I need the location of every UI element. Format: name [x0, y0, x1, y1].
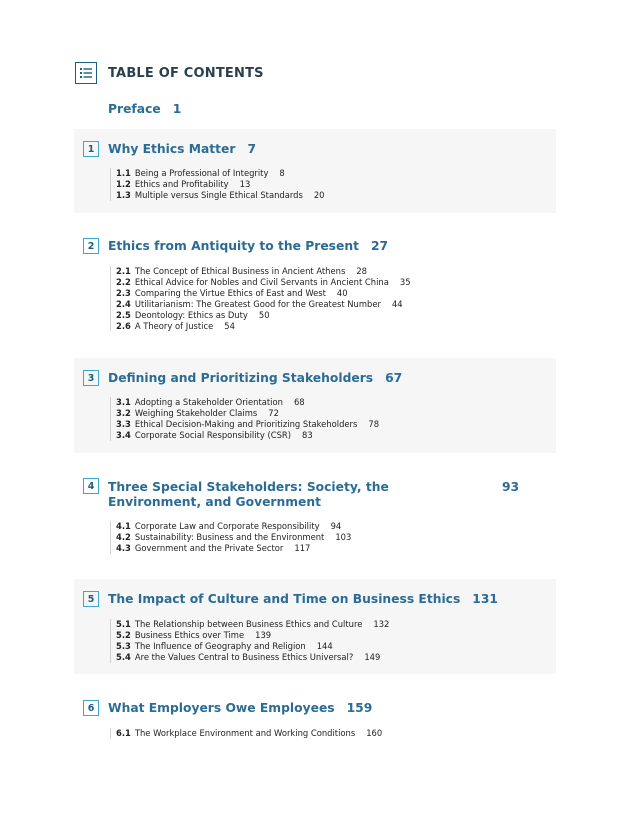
section-page: 50: [258, 309, 270, 320]
section-page: 149: [364, 651, 381, 662]
section-title: Utilitarianism: The Greatest Good for the Greatest Number: [134, 298, 381, 309]
section-page: 144: [316, 640, 333, 651]
chapter-page: 159: [346, 701, 373, 715]
section-number: 2.1: [116, 266, 131, 276]
section-title: Business Ethics over Time: [134, 629, 245, 640]
section-item[interactable]: [116, 408, 379, 419]
section-number: 2.3: [116, 287, 131, 298]
section-item[interactable]: [116, 532, 351, 543]
chapter-title-link[interactable]: [108, 239, 388, 254]
section-number: 2.5: [116, 309, 131, 320]
page-title: TABLE OF CONTENTS: [108, 65, 264, 81]
section-title: A Theory of Justice: [134, 320, 214, 331]
section-item[interactable]: [116, 288, 411, 299]
section-number: 2.4: [116, 298, 131, 309]
section-page: 35: [399, 276, 411, 287]
section-number: 4.3: [116, 542, 131, 553]
section-number: 2.2: [116, 276, 131, 287]
chapter-3: [74, 358, 556, 453]
section-item[interactable]: [116, 419, 379, 430]
section-item[interactable]: [116, 728, 382, 739]
chapter-number-badge: 4: [83, 478, 99, 494]
section-number: 3.4: [116, 429, 131, 440]
section-title: Being a Professional of Integrity: [134, 168, 269, 178]
section-item[interactable]: [116, 277, 411, 288]
section-title: The Concept of Ethical Business in Ancient Athens: [134, 266, 346, 276]
preface-label: Preface: [108, 102, 161, 116]
chapter-title: Three Special Stakeholders: Society, the Environment, and Government: [108, 480, 389, 509]
section-item[interactable]: [116, 321, 411, 332]
section-title: Sustainability: Business and the Environment: [134, 531, 325, 542]
chapter-page: 131: [472, 592, 498, 606]
preface-page: 1: [172, 102, 182, 116]
section-number: 5.3: [116, 640, 131, 651]
section-item[interactable]: [116, 652, 389, 663]
section-page: 117: [294, 542, 311, 553]
section-number: 1.3: [116, 189, 131, 200]
section-list: [110, 521, 351, 554]
chapter-4: [74, 466, 556, 572]
section-number: 3.3: [116, 418, 131, 429]
section-number: 3.2: [116, 407, 131, 418]
section-title: Corporate Social Responsibility (CSR): [134, 429, 291, 440]
chapter-title: Why Ethics Matter: [108, 142, 236, 156]
section-page: 54: [224, 320, 235, 331]
list-icon: [75, 62, 97, 84]
chapter-number-badge: 5: [83, 591, 99, 607]
section-title: The Workplace Environment and Working Conditions: [134, 728, 356, 738]
section-title: The Influence of Geography and Religion: [134, 640, 306, 651]
section-title: The Relationship between Business Ethics and Culture: [134, 619, 363, 629]
chapter-number-badge: 2: [83, 238, 99, 254]
chapter-2: [74, 226, 556, 346]
section-title: Weighing Stakeholder Claims: [134, 407, 258, 418]
section-page: 72: [268, 407, 279, 418]
chapter-page: 7: [247, 142, 257, 156]
chapter-5: [74, 579, 556, 674]
section-page: 8: [279, 168, 285, 178]
section-page: 68: [293, 397, 305, 407]
chapter-page: 27: [370, 239, 389, 253]
section-number: 2.6: [116, 320, 131, 331]
section-item[interactable]: [116, 179, 325, 190]
section-title: Ethical Decision-Making and Prioritizing Stakeholders: [134, 418, 358, 429]
section-page: 160: [366, 728, 383, 738]
section-title: Deontology: Ethics as Duty: [134, 309, 248, 320]
section-list: [110, 168, 325, 201]
section-page: 103: [335, 531, 352, 542]
chapter-number-badge: 3: [83, 370, 99, 386]
section-page: 78: [368, 418, 380, 429]
chapter-title-link[interactable]: [108, 480, 464, 510]
section-number: 3.1: [116, 397, 131, 407]
chapter-number-badge: 6: [83, 700, 99, 716]
chapter-title-link[interactable]: [108, 592, 498, 607]
section-page: 40: [336, 287, 348, 298]
section-number: 5.2: [116, 629, 131, 640]
preface-link[interactable]: [108, 102, 181, 116]
section-item[interactable]: [116, 619, 389, 630]
section-item[interactable]: [116, 630, 389, 641]
section-item[interactable]: [116, 190, 325, 201]
chapter-title-link[interactable]: [108, 701, 372, 716]
chapter-title-link[interactable]: [108, 371, 402, 386]
section-item[interactable]: [116, 168, 325, 179]
section-number: 5.1: [116, 619, 131, 629]
chapter-title: The Impact of Culture and Time on Business Ethics: [108, 592, 461, 606]
chapter-title: Ethics from Antiquity to the Present: [108, 239, 359, 253]
section-title: Ethics and Profitability: [134, 178, 229, 189]
toc-header: [75, 62, 264, 84]
section-list: [110, 619, 389, 663]
section-title: Multiple versus Single Ethical Standards: [134, 189, 303, 200]
section-number: 6.1: [116, 728, 131, 738]
section-item[interactable]: [116, 521, 351, 532]
section-list: [110, 728, 382, 739]
section-number: 1.1: [116, 168, 131, 178]
section-title: Are the Values Central to Business Ethics Universal?: [134, 651, 354, 662]
section-title: Government and the Private Sector: [134, 542, 284, 553]
section-page: 94: [330, 521, 342, 531]
section-list: [110, 397, 379, 441]
section-list: [110, 266, 411, 331]
section-page: 28: [356, 266, 367, 276]
chapter-page: 93: [502, 480, 520, 494]
section-item[interactable]: [116, 310, 411, 321]
section-item[interactable]: [116, 266, 411, 277]
chapter-page: 67: [385, 371, 403, 385]
chapter-title: What Employers Owe Employees: [108, 701, 335, 715]
section-title: Adopting a Stakeholder Orientation: [134, 397, 283, 407]
section-item[interactable]: [116, 299, 411, 310]
section-page: 13: [239, 178, 251, 189]
section-item[interactable]: [116, 641, 389, 652]
section-page: 83: [301, 429, 313, 440]
section-title: Ethical Advice for Nobles and Civil Servants in Ancient China: [134, 276, 389, 287]
section-number: 4.1: [116, 521, 131, 531]
section-item[interactable]: [116, 430, 379, 441]
section-page: 44: [391, 298, 403, 309]
section-page: 139: [255, 629, 272, 640]
section-number: 5.4: [116, 651, 131, 662]
section-title: Corporate Law and Corporate Responsibility: [134, 521, 320, 531]
section-item[interactable]: [116, 397, 379, 408]
section-item[interactable]: [116, 543, 351, 554]
chapter-6: [74, 688, 556, 748]
chapter-title: Defining and Prioritizing Stakeholders: [108, 371, 374, 385]
section-page: 132: [373, 619, 390, 629]
section-page: 20: [313, 189, 325, 200]
section-number: 4.2: [116, 531, 131, 542]
chapter-title-link[interactable]: [108, 142, 256, 157]
chapter-1: [74, 129, 556, 213]
chapter-number-badge: 1: [83, 141, 99, 157]
section-title: Comparing the Virtue Ethics of East and West: [134, 287, 326, 298]
section-number: 1.2: [116, 178, 131, 189]
